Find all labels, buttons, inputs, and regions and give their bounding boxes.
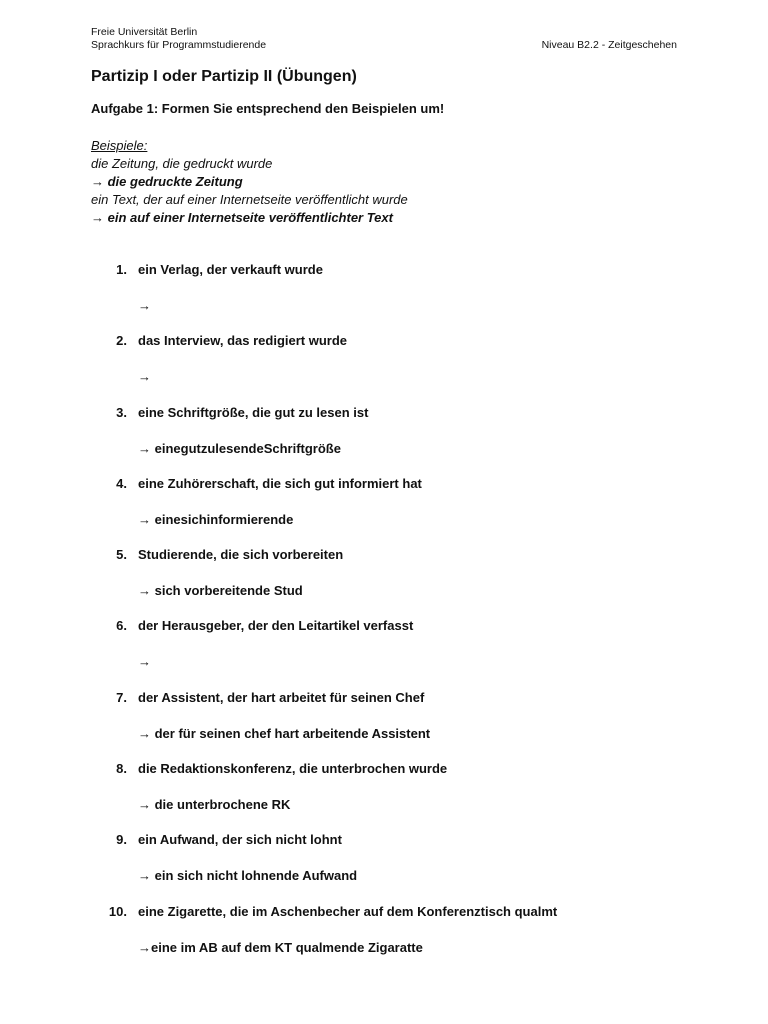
item-question: ein Aufwand, der sich nicht lohnt bbox=[138, 832, 342, 848]
exercise-item bbox=[0, 904, 768, 975]
item-question: eine Schriftgröße, die gut zu lesen ist bbox=[138, 404, 369, 420]
item-answer: → einegutzulesendeSchriftgröße bbox=[138, 440, 341, 456]
item-number: 1. bbox=[116, 262, 127, 277]
example-2-answer: → ein auf einer Internetseite veröffentlichter Text bbox=[91, 210, 393, 225]
item-question: eine Zuhörerschaft, die sich gut informiert hat bbox=[138, 475, 422, 491]
item-question: ein Verlag, der verkauft wurde bbox=[138, 262, 323, 277]
task-instruction: Aufgabe 1: Formen Sie entsprechend den Beispielen um! bbox=[91, 101, 445, 116]
example-1-answer: → die gedruckte Zeitung bbox=[91, 174, 243, 189]
page-title: Partizip I oder Partizip II (Übungen) bbox=[91, 68, 357, 85]
item-question: der Assistent, der hart arbeitet für seinen Chef bbox=[138, 689, 425, 705]
item-number: 7. bbox=[116, 689, 127, 705]
item-question: die Redaktionskonferenz, die unterbrochen wurde bbox=[138, 761, 448, 777]
item-answer: → sich vorbereitende Stud bbox=[138, 583, 303, 599]
item-number: 2. bbox=[116, 333, 127, 349]
header-level: Niveau B2.2 - Zeitgeschehen bbox=[541, 39, 677, 51]
header-course: Sprachkurs für Programmstudierende bbox=[91, 39, 267, 51]
item-question: der Herausgeber, der den Leitartikel verfasst bbox=[138, 618, 414, 634]
exercise-item bbox=[0, 333, 768, 404]
item-answer: → einesichinformierende bbox=[138, 511, 294, 527]
item-question: Studierende, die sich vorbereiten bbox=[138, 547, 344, 563]
exercise-item bbox=[0, 690, 768, 761]
example-2-question: ein Text, der auf einer Internetseite veröffentlicht wurde bbox=[91, 192, 408, 207]
header-university: Freie Universität Berlin bbox=[91, 26, 198, 38]
item-answer: → die unterbrochene RK bbox=[138, 797, 291, 813]
item-answer: → bbox=[138, 298, 151, 313]
item-answer: → bbox=[138, 654, 151, 670]
example-1-question: die Zeitung, die gedruckt wurde bbox=[91, 156, 273, 171]
item-number: 3. bbox=[116, 404, 127, 420]
item-number: 5. bbox=[116, 547, 127, 563]
item-answer: → ein sich nicht lohnende Aufwand bbox=[138, 868, 358, 884]
item-answer: →eine im AB auf dem KT qualmende Zigaratte bbox=[138, 939, 423, 955]
item-number: 9. bbox=[116, 832, 127, 848]
examples-label: Beispiele: bbox=[91, 138, 148, 153]
item-answer: → der für seinen chef hart arbeitende Assistent bbox=[138, 725, 431, 741]
item-number: 4. bbox=[116, 475, 127, 491]
examples-block bbox=[91, 137, 408, 227]
item-answer: → bbox=[138, 369, 151, 385]
item-number: 6. bbox=[116, 618, 127, 634]
exercise-item bbox=[0, 547, 768, 618]
header-left bbox=[91, 26, 266, 52]
item-question: eine Zigarette, die im Aschenbecher auf dem Konferenztisch qualmt bbox=[138, 903, 558, 919]
exercise-item bbox=[0, 262, 768, 333]
exercise-list bbox=[0, 262, 768, 975]
exercise-item bbox=[0, 761, 768, 832]
exercise-item bbox=[0, 476, 768, 547]
item-number: 10. bbox=[108, 903, 127, 919]
item-number: 8. bbox=[116, 761, 127, 777]
item-question: das Interview, das redigiert wurde bbox=[138, 333, 348, 349]
exercise-item bbox=[0, 405, 768, 476]
exercise-item bbox=[0, 832, 768, 903]
exercise-item bbox=[0, 618, 768, 689]
